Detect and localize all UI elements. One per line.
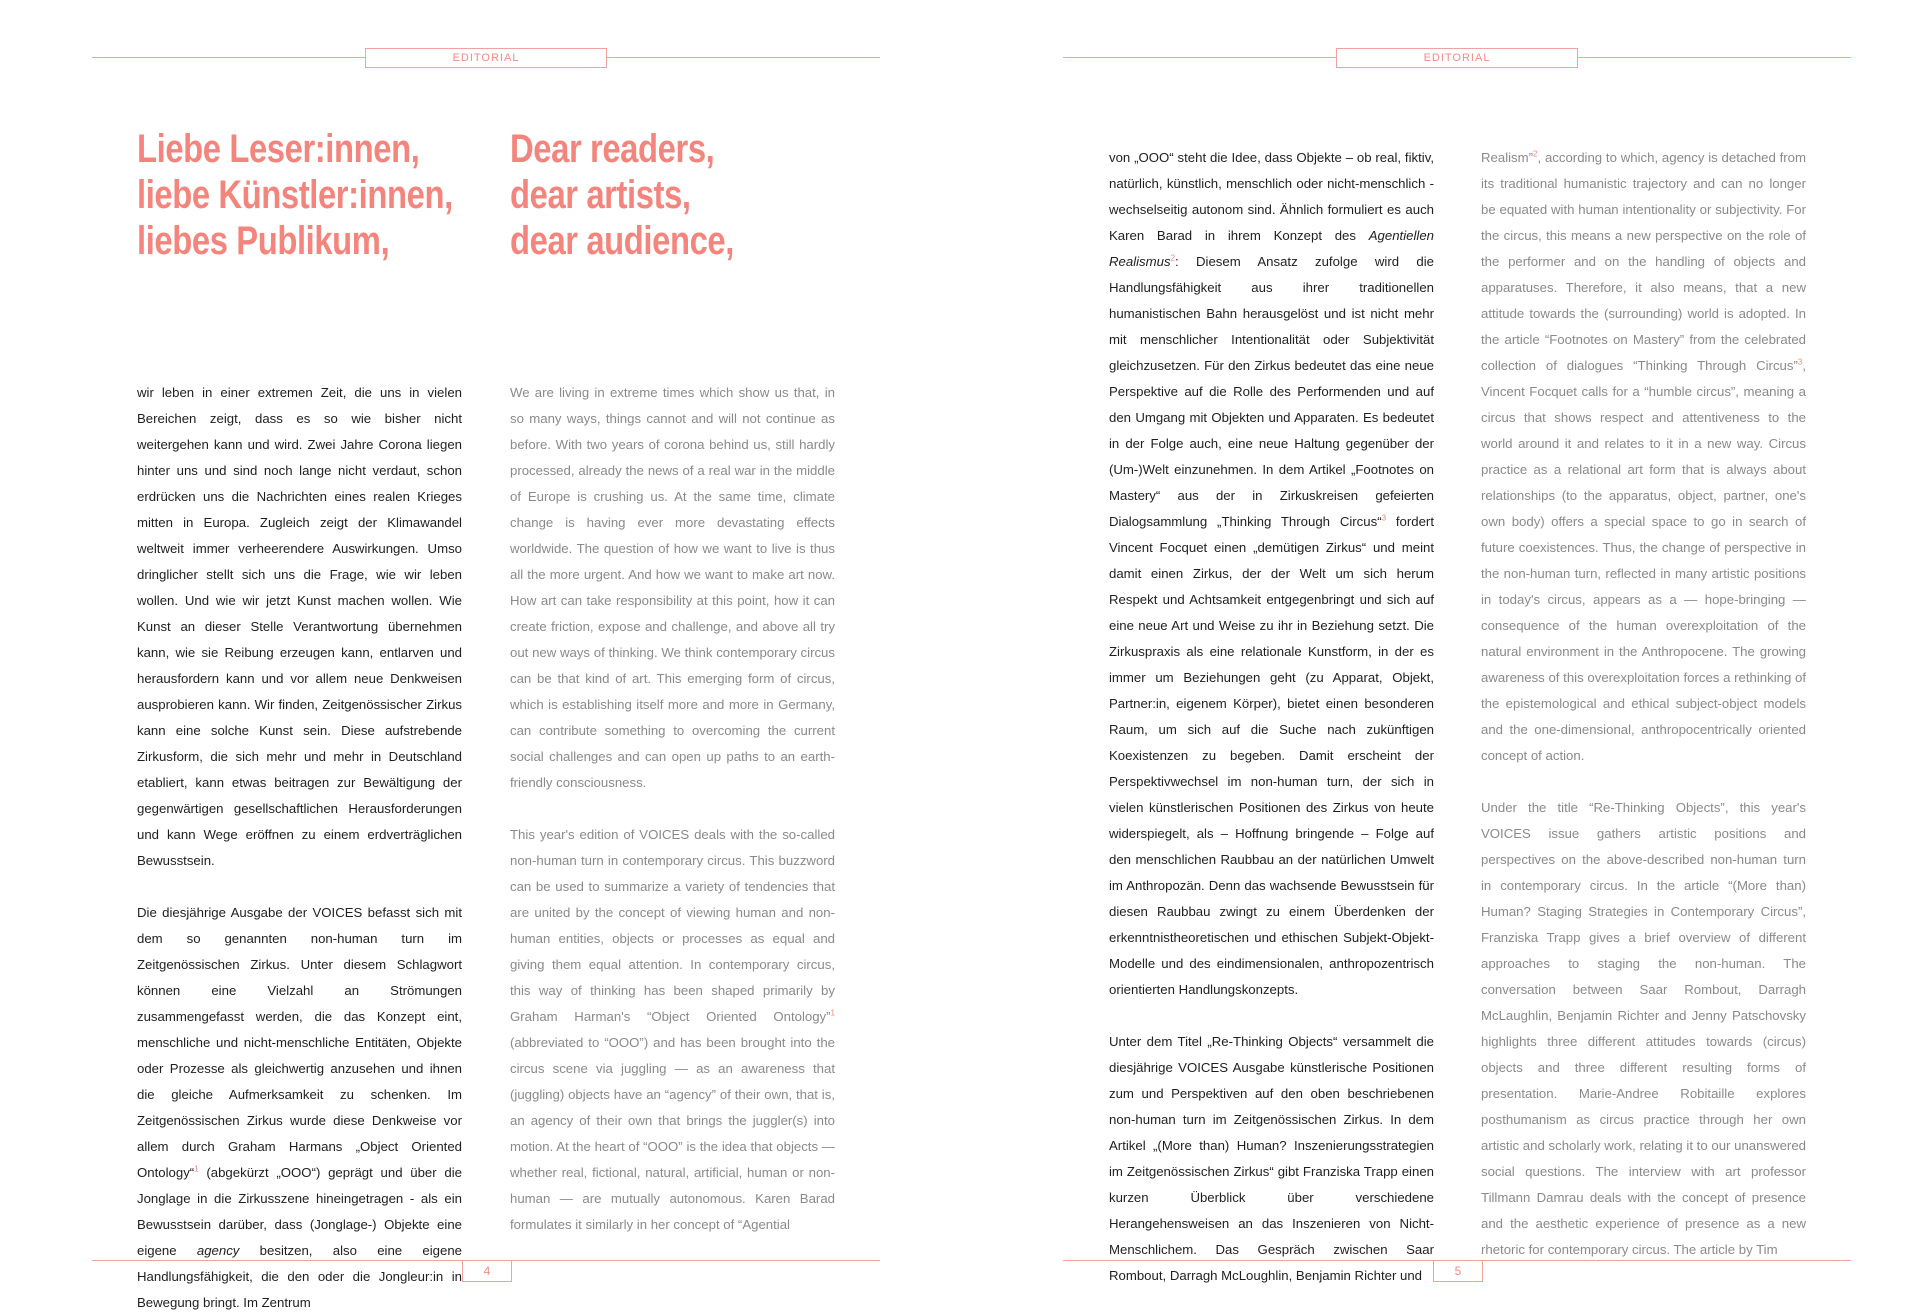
english-text-column: [1481, 145, 1806, 1263]
text-run: , Vincent Focquet calls for a “humble circus”, meaning a circus that shows respect and attentiveness to the world around it and relates to it in a new way. Circus practice as a relational art form that is always about relationships (to the apparatus, object, partner, one's own body) offers a special space to go in search of future coexistences. Thus, the change of perspective in the non-human turn, reflected in many artistic positions in today's circus, appears as a — hope-bringing — consequence of the human overexploitation of the natural environment in the Anthropocene. The growing awareness of this overexploitation forces a rethinking of the epistemological and ethical subject-object models and the one-dimensional, anthropocentrically oriented concept of action.: [1481, 358, 1806, 763]
emphasis: agency: [196, 1243, 240, 1258]
text-run: Die diesjährige Ausgabe der VOICES befasst sich mit dem so genannten non-human turn im Zeitgenössischen Zirkus. Unter diesem Schlagwort können eine Vielzahl an Strömungen zusammengefasst werden, die das Konzept eint, menschliche und nicht-menschliche Entitäten, Objekte oder Prozesse als gleichwertig anzusehen und ihnen die gleiche Aufmerksamkeit zu schenken. Im Zeitgenössischen Zirkus wurde diese Denkweise vor allem durch Graham Harmans „Object Oriented Ontology“: [137, 905, 462, 1180]
footnote-marker[interactable]: 3: [1381, 513, 1387, 523]
paragraph: Under the title “Re-Thinking Objects”, this year's VOICES issue gathers artistic positions and perspectives on the above-described non-human turn in contemporary circus. In the article “(More than) Human? Staging Strategies in Contemporary Circus”, Franziska Trapp gives a brief overview of different approaches to staging the non-human. The conversation between Saar Rombout, Darragh McLaughlin, Benjamin Richter and Jenny Patschovsky highlights three different attitudes towards (circus) objects and three different resulting forms of presentation. Marie-Andree Robitaille explores posthumanism as circus practice through her own artistic and scholarly work, relating it to our unanswered social questions. The interview with art professor Tillmann Damrau deals with the concept of presence and the aesthetic experience of presence as a new rhetoric for contemporary circus. The article by Tim: [1481, 800, 1806, 1257]
footnote-marker[interactable]: 1: [830, 1008, 835, 1018]
heading-line: liebe Künstler:innen,: [137, 173, 453, 217]
text-run: : Diesem Ansatz zufolge wird die Handlungsfähigkeit aus ihrer traditionellen humanistischen Bahn herausgelöst und ist nicht mehr mit menschlicher Intentionalität oder Subjektivität gleichzusetzen. Für den Zirkus bedeutet das eine neue Perspektive auf die Rolle des Performenden und auf den Umgang mit Objekten und Apparaten. Es bedeutet in der Folge auch, eine neue Haltung gegenüber der (Um-)Welt einzunehmen. In dem Artikel „Footnotes on Mastery“ aus der in Zirkuskreisen gefeierten Dialogsammlung „Thinking Through Circus“: [1109, 254, 1434, 529]
heading-line: dear artists,: [510, 173, 691, 217]
page-number: 5: [1433, 1261, 1483, 1282]
section-label: EDITORIAL: [365, 48, 607, 68]
paragraph: Unter dem Titel „Re-Thinking Objects“ versammelt die diesjährige VOICES Ausgabe künstlerische Positionen zum und Perspektiven auf den oben beschriebenen non-human turn im Zeitgenössischen Zirkus. In dem Artikel „(More than) Human? Inszenierungsstrategien im Zeitgenössischen Zirkus“ gibt Franziska Trapp einen kurzen Überblick über verschiedene Herangehensweisen an das Inszenieren von Nicht-Menschlichem. Das Gespräch zwischen Saar Rombout, Darragh McLoughlin, Benjamin Richter und: [1109, 1034, 1434, 1283]
heading-line: Dear readers,: [510, 127, 715, 171]
german-text-column: [137, 380, 462, 1316]
footnote-marker[interactable]: 2: [1170, 253, 1176, 263]
emphasis: Agentiellen Realismus: [1109, 228, 1434, 269]
text-run: (abbreviated to “OOO”) and has been brought into the circus scene via juggling — as an awareness that (juggling) objects have an “agency” of their own, that is, an agency of their own that brings the juggler(s) into motion. At the heart of “OOO” is the idea that objects — whether real, fictional, natural, artificial, human or non-human — are mutually autonomous. Karen Barad formulates it similarly in her concept of “Agential: [510, 1035, 835, 1232]
text-run: besitzen, also eine eigene Handlungsfähigkeit, die den oder die Jongleur:in in Bewegung bringt. Im Zentrum: [137, 1243, 462, 1310]
section-label: EDITORIAL: [1336, 48, 1578, 68]
text-run: , according to which, agency is detached from its traditional humanistic trajectory and can no longer be equated with human intentionality or subjectivity. For the circus, this means a new perspective on the role of the performer and on the handling of objects and apparatuses. Therefore, it also means, that a new attitude towards the (surrounding) world is adopted. In the article “Footnotes on Mastery” from the celebrated collection of dialogues “Thinking Through Circus”: [1481, 150, 1806, 373]
paragraph: We are living in extreme times which show us that, in so many ways, things cannot and will not continue as before. With two years of corona behind us, still hardly processed, already the news of a real war in the middle of Europe is crushing us. At the same time, climate change is having ever more devastating effects worldwide. The question of how we want to live is thus all the more urgent. And how we want to make art now. How art can take responsibility at this point, how it can create friction, expose and challenge, and above all try out new ways of thinking. We think contemporary circus can be that kind of art. This emerging form of circus, which is establishing itself more and more in Germany, can contribute something to overcoming the current social challenges and can open up paths to an earth-friendly consciousness.: [510, 385, 835, 790]
german-text-column: [1109, 145, 1434, 1289]
text-run: This year's edition of VOICES deals with the so-called non-human turn in contemporary circus. This buzzword can be used to summarize a variety of tendencies that are united by the concept of viewing human and non-human entities, objects or processes as equal and giving them equal attention. In contemporary circus, this way of thinking has been shaped primarily by Graham Harman's “Object Oriented Ontology”: [510, 827, 835, 1024]
footnote-marker[interactable]: 3: [1797, 357, 1803, 367]
paragraph: [510, 822, 835, 1238]
right-page: [960, 0, 1920, 1303]
heading-english: [510, 126, 783, 264]
footnote-marker[interactable]: 1: [194, 1164, 199, 1174]
text-run: Realism”: [1481, 150, 1534, 165]
heading-german: [137, 126, 522, 264]
left-page: [0, 0, 960, 1310]
text-run: (abgekürzt „OOO“) geprägt und über die Jonglage in die Zirkusszene hineingetragen - als ein Bewusstsein darüber, dass (Jonglage-) Objekte eine eigene: [137, 1165, 462, 1258]
footnote-marker[interactable]: 2: [1533, 149, 1538, 159]
text-run: fordert Vincent Focquet einen „demütigen Zirkus“ und meint damit einen Zirkus, der der Welt um sich herum Respekt und Achtsamkeit entgegenbringt und sich auf eine neue Art und Weise zu ihr in Beziehung setzt. Die Zirkuspraxis als eine relationale Kunstform, in der es immer um Beziehungen geht (zu Apparat, Objekt, Partner:in, eigenem Körper), bietet einen besonderen Raum, um sich auf die Suche nach zukünftigen Koexistenzen zu begeben. Damit erscheint der Perspektivwechsel im non-human turn, der sich in vielen künstlerischen Positionen des Zirkus von heute widerspiegelt, als – Hoffnung bringende – Folge auf den menschlichen Raubbau an der natürlichen Umwelt im Anthropozän. Denn das wachsende Bewusstsein für diesen Raubbau zwingt zu einem Überdenken der erkenntnistheoretischen und ethischen Subjekt-Objekt-Modelle und des eindimensionalen, anthropozentrisch orientierten Handlungskonzepts.: [1109, 514, 1434, 997]
english-text-column: [510, 380, 835, 1238]
paragraph: wir leben in einer extremen Zeit, die uns in vielen Bereichen zeigt, dass es so wie bisher nicht weitergehen kann und wird. Zwei Jahre Corona liegen hinter uns und sind noch lange nicht verdaut, schon erdrücken uns die Nachrichten eines realen Krieges mitten in Europa. Zugleich zeigt der Klimawandel weltweit immer verheerendere Auswirkungen. Umso dringlicher stellt sich uns die Frage, wie wir leben wollen. Und wie wir jetzt Kunst machen wollen. Wie Kunst an dieser Stelle Verantwortung übernehmen kann, wie sie Reibung erzeugen kann, entlarven und herausfordern kann und vor allem neue Denkweisen ausprobieren kann. Wir finden, Zeitgenössischer Zirkus kann eine solche Kunst sein. Diese aufstrebende Zirkusform, die sich mehr und mehr in Deutschland etabliert, kann etwas beitragen zur Bewältigung der gegenwärtigen gesellschaftlichen Herausforderungen und kann Wege eröffnen zu einem erdverträglichen Bewusstsein.: [137, 385, 462, 868]
text-run: von „OOO“ steht die Idee, dass Objekte – ob real, fiktiv, natürlich, künstlich, menschlich oder nicht-menschlich - wechselseitig autonom sind. Ähnlich formuliert es auch Karen Barad in ihrem Konzept des: [1109, 150, 1434, 243]
paragraph: [1481, 145, 1806, 769]
heading-line: dear audience,: [510, 219, 734, 263]
paragraph: [1109, 145, 1434, 1003]
page-number: 4: [462, 1261, 512, 1282]
heading-line: Liebe Leser:innen,: [137, 127, 420, 171]
paragraph: [137, 900, 462, 1316]
heading-line: liebes Publikum,: [137, 219, 390, 263]
